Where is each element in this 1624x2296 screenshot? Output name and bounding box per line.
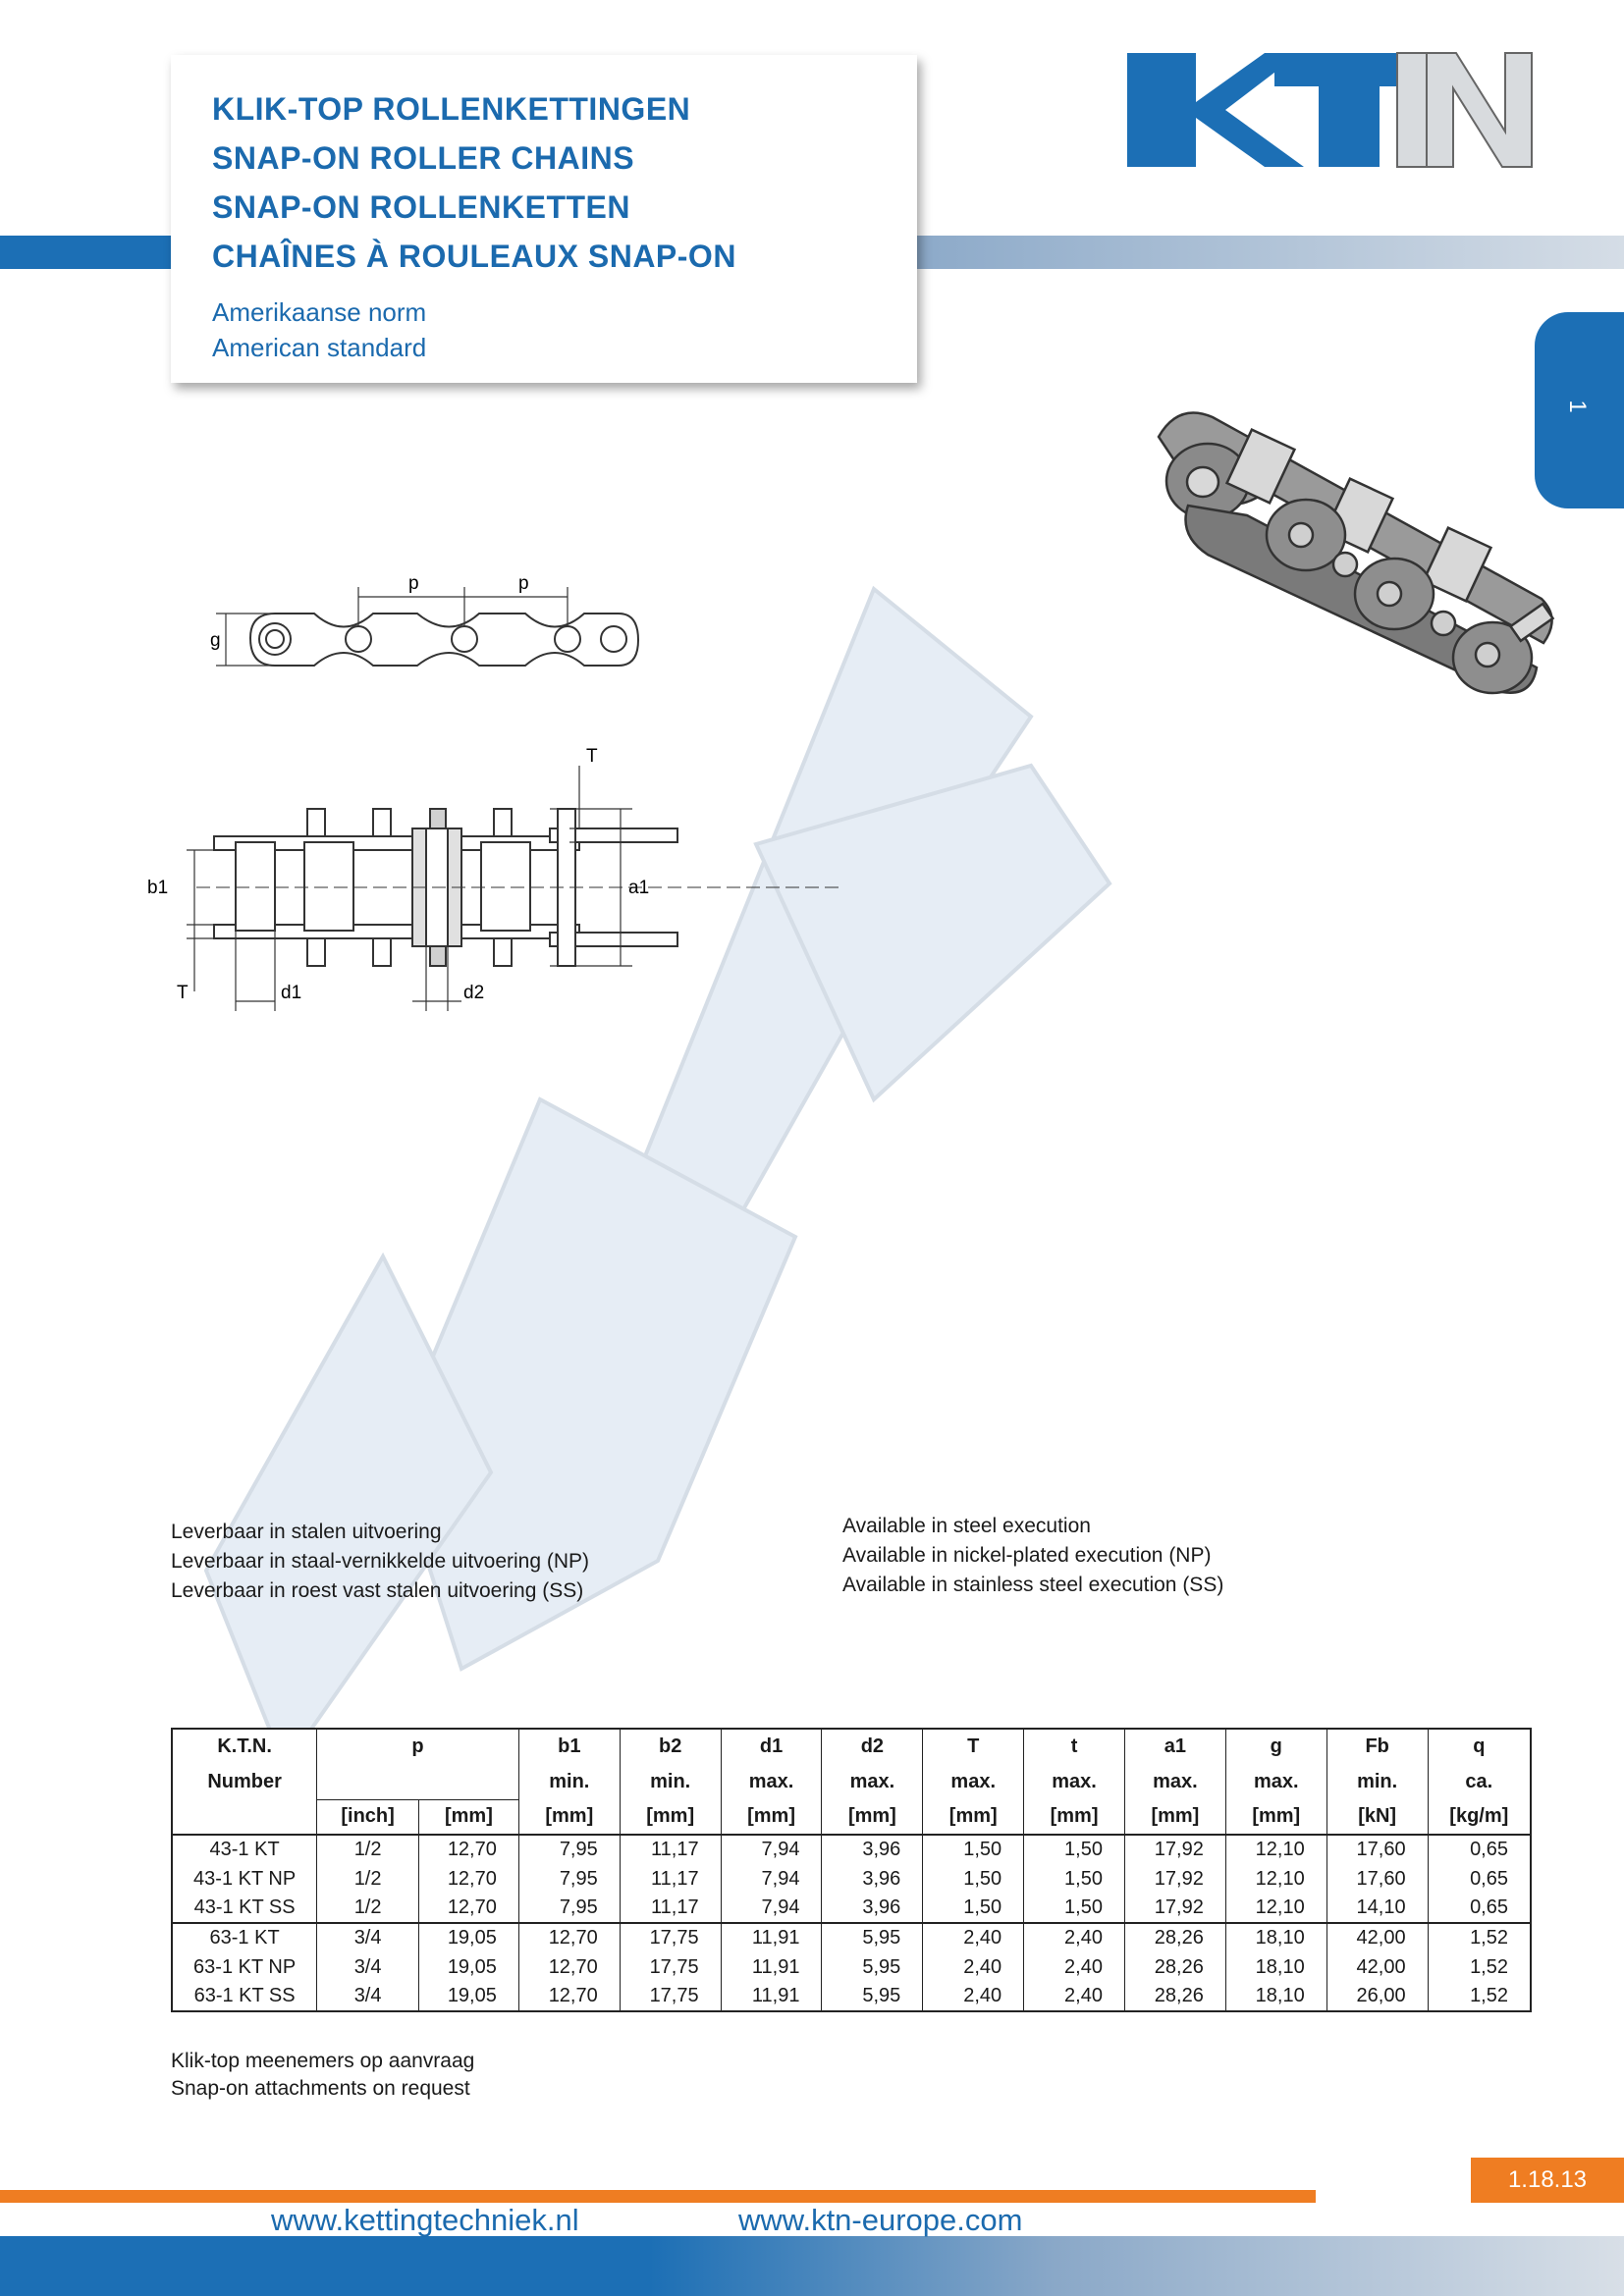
availability-en-line: Available in stainless steel execution (SS) [842,1574,1224,1596]
th-unit: [mm] [1225,1799,1326,1835]
availability-en-line: Available in nickel-plated execution (NP) [842,1544,1212,1567]
table-cell: 12,70 [419,1835,519,1864]
table-cell: 19,05 [419,1982,519,2011]
table-cell: 12,70 [518,1952,620,1982]
table-cell: 1,50 [923,1864,1024,1894]
table-cell: 11,91 [721,1982,822,2011]
table-cell: 7,95 [518,1894,620,1923]
chain-technical-drawing [147,569,943,1041]
ktn-logo [1127,53,1534,167]
th-unit: [mm] [721,1799,822,1835]
attachments-note [171,2048,474,2103]
table-cell: 18,10 [1225,1952,1326,1982]
table-cell: 3/4 [317,1923,419,1952]
th-T: T [923,1729,1024,1764]
table-row [172,1835,1531,1864]
table-cell: 3,96 [822,1864,923,1894]
th-ktn: K.T.N. [172,1729,317,1764]
table-cell: 14,10 [1326,1894,1428,1923]
table-cell: 5,95 [822,1982,923,2011]
table-cell: 11,91 [721,1952,822,1982]
table-cell: 12,70 [518,1923,620,1952]
table-cell: 7,95 [518,1835,620,1864]
table-row [172,1894,1531,1923]
table-cell: 1,50 [923,1894,1024,1923]
table-cell: 12,70 [518,1982,620,2011]
table-cell: 19,05 [419,1952,519,1982]
th-p-mm: [mm] [419,1799,519,1835]
table-cell-number: 63-1 KT NP [172,1952,317,1982]
availability-nl-line: Leverbaar in stalen uitvoering [171,1521,442,1543]
spec-table [171,1728,1532,2012]
page-number: 1.18.13 [1471,2158,1624,2203]
th-unit: [mm] [1124,1799,1225,1835]
table-cell: 2,40 [1024,1952,1125,1982]
th-unit: [mm] [518,1799,620,1835]
th-q: q [1428,1729,1531,1764]
table-cell: 1/2 [317,1894,419,1923]
table-cell-number: 43-1 KT [172,1835,317,1864]
footer-link-ktn-europe[interactable]: www.ktn-europe.com [738,2203,1023,2237]
table-cell: 17,92 [1124,1835,1225,1864]
table-cell: 28,26 [1124,1952,1225,1982]
table-cell: 12,10 [1225,1864,1326,1894]
chain-3d-illustration [1090,398,1561,712]
title-line-nl: KLIK-TOP ROLLENKETTINGEN [212,91,691,127]
table-cell: 18,10 [1225,1982,1326,2011]
table-cell: 0,65 [1428,1894,1531,1923]
th-b2: b2 [620,1729,721,1764]
footer-link-kettingtechniek[interactable]: www.kettingtechniek.nl [271,2203,579,2237]
label-p-1: p [408,573,419,594]
th-qual: max. [1124,1764,1225,1799]
title-box [171,55,917,383]
table-cell-number: 43-1 KT NP [172,1864,317,1894]
table-cell-number: 63-1 KT [172,1923,317,1952]
th-unit: [kg/m] [1428,1799,1531,1835]
table-cell: 2,40 [923,1923,1024,1952]
availability-nl [171,1518,589,1606]
th-qual: max. [923,1764,1024,1799]
table-cell: 3/4 [317,1982,419,2011]
th-d2: d2 [822,1729,923,1764]
top-view [250,614,638,666]
table-cell: 12,70 [419,1894,519,1923]
table-cell: 2,40 [923,1982,1024,2011]
table-cell-number: 63-1 KT SS [172,1982,317,2011]
table-cell: 0,65 [1428,1835,1531,1864]
table-cell: 11,91 [721,1923,822,1952]
label-T-top: T [586,746,598,767]
spec-table-body [172,1835,1531,2011]
th-qual: min. [620,1764,721,1799]
th-a1: a1 [1124,1729,1225,1764]
th-qual: max. [1225,1764,1326,1799]
availability-nl-line: Leverbaar in staal-vernikkelde uitvoering (NP) [171,1550,590,1573]
th-g: g [1225,1729,1326,1764]
th-unit: [mm] [620,1799,721,1835]
table-cell: 2,40 [1024,1923,1125,1952]
table-row [172,1923,1531,1952]
subtitle-en: American standard [212,333,427,362]
table-row [172,1982,1531,2011]
table-cell: 19,05 [419,1923,519,1952]
subtitle-nl: Amerikaanse norm [212,297,427,327]
th-qual: min. [518,1764,620,1799]
th-unit: [mm] [923,1799,1024,1835]
table-cell: 2,40 [923,1952,1024,1982]
th-qual: min. [1326,1764,1428,1799]
table-cell: 1,50 [1024,1864,1125,1894]
th-p: p [317,1729,519,1764]
label-b1: b1 [147,878,169,898]
table-cell: 17,75 [620,1923,721,1952]
table-cell: 1,52 [1428,1952,1531,1982]
attachments-note-nl: Klik-top meenemers op aanvraag [171,2050,475,2072]
label-d1: d1 [281,983,302,1003]
table-cell: 17,92 [1124,1894,1225,1923]
table-cell: 3,96 [822,1894,923,1923]
th-blank [172,1799,317,1835]
th-qual: max. [822,1764,923,1799]
table-cell: 3/4 [317,1952,419,1982]
table-cell: 5,95 [822,1923,923,1952]
th-unit: [mm] [1024,1799,1125,1835]
table-cell: 17,75 [620,1982,721,2011]
table-cell: 3,96 [822,1835,923,1864]
chapter-tab-label: 1 [1564,400,1591,413]
availability-en-line: Available in steel execution [842,1515,1091,1537]
th-qual: max. [1024,1764,1125,1799]
table-cell: 17,75 [620,1952,721,1982]
table-cell: 12,70 [419,1864,519,1894]
table-cell: 7,95 [518,1864,620,1894]
table-cell: 17,60 [1326,1864,1428,1894]
th-unit: [mm] [822,1799,923,1835]
table-cell: 26,00 [1326,1982,1428,2011]
table-cell: 11,17 [620,1835,721,1864]
label-a1: a1 [628,878,650,898]
th-number: Number [172,1764,317,1799]
th-qual: max. [721,1764,822,1799]
table-cell: 11,17 [620,1894,721,1923]
table-cell: 12,10 [1225,1894,1326,1923]
table-cell: 12,10 [1225,1835,1326,1864]
title-line-en: SNAP-ON ROLLER CHAINS [212,140,635,176]
title-line-de: SNAP-ON ROLLENKETTEN [212,189,630,225]
table-cell: 17,60 [1326,1835,1428,1864]
table-cell: 42,00 [1326,1923,1428,1952]
table-cell: 7,94 [721,1864,822,1894]
label-d2: d2 [463,983,485,1003]
table-cell: 17,92 [1124,1864,1225,1894]
table-cell: 1,50 [1024,1894,1125,1923]
th-p-inch: [inch] [317,1799,419,1835]
th-fb: Fb [1326,1729,1428,1764]
table-row [172,1864,1531,1894]
th-qual: ca. [1428,1764,1531,1799]
table-cell: 5,95 [822,1952,923,1982]
label-g: g [210,630,221,651]
table-cell: 1,50 [923,1835,1024,1864]
table-cell: 18,10 [1225,1923,1326,1952]
table-cell: 1,50 [1024,1835,1125,1864]
th-t: t [1024,1729,1125,1764]
label-T-bottom: T [177,983,189,1003]
th-unit: [kN] [1326,1799,1428,1835]
th-p-blank [317,1764,519,1799]
th-b1: b1 [518,1729,620,1764]
table-cell: 7,94 [721,1835,822,1864]
availability-en [842,1512,1223,1600]
table-cell: 42,00 [1326,1952,1428,1982]
table-cell-number: 43-1 KT SS [172,1894,317,1923]
attachments-note-en: Snap-on attachments on request [171,2077,470,2100]
footer-orange-line [0,2190,1316,2203]
table-cell: 7,94 [721,1894,822,1923]
table-cell: 1/2 [317,1864,419,1894]
th-d1: d1 [721,1729,822,1764]
table-cell: 28,26 [1124,1982,1225,2011]
availability-nl-line: Leverbaar in roest vast stalen uitvoering (SS) [171,1579,584,1602]
title-line-fr: CHAÎNES À ROULEAUX SNAP-ON [212,239,736,274]
table-row [172,1952,1531,1982]
footer-bar [0,2236,1624,2296]
label-p-2: p [518,573,529,594]
table-cell: 1,52 [1428,1982,1531,2011]
table-cell: 28,26 [1124,1923,1225,1952]
table-cell: 2,40 [1024,1982,1125,2011]
table-cell: 11,17 [620,1864,721,1894]
table-cell: 1/2 [317,1835,419,1864]
table-cell: 1,52 [1428,1923,1531,1952]
table-cell: 0,65 [1428,1864,1531,1894]
